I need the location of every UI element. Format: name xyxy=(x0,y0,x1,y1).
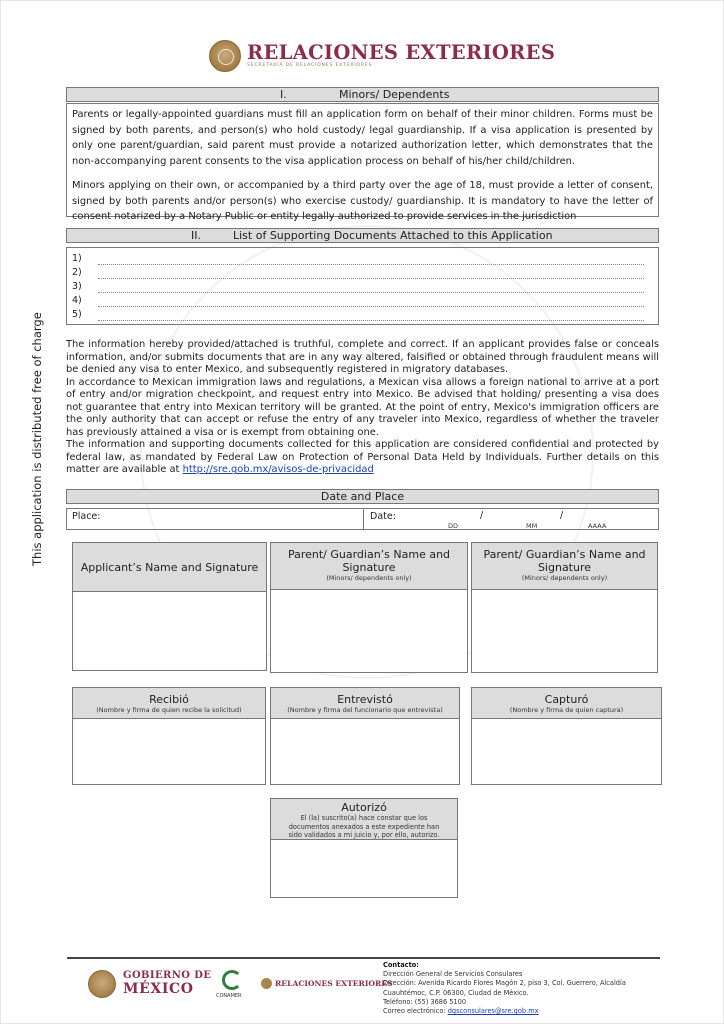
documents-list xyxy=(66,247,659,325)
applicant-signature-header xyxy=(72,542,267,592)
declaration-p3 xyxy=(66,439,659,477)
guardian1-signature-title: Parent/ Guardian’s Name and Signature xyxy=(287,548,451,574)
section1-box xyxy=(66,103,659,222)
gobierno-line2: MÉXICO xyxy=(123,981,194,997)
contact-email-link[interactable]: dgsconsulares@sre.gob.mx xyxy=(447,1007,539,1016)
declaration-text xyxy=(66,339,659,477)
contact-line2: Dirección: Avenida Ricardo Flores Magón 2, piso 3, Col. Guerrero, Alcaldía xyxy=(383,979,626,988)
place-input[interactable] xyxy=(117,510,361,528)
document-item[interactable] xyxy=(72,281,652,295)
guardian2-signature-sub: (Minors/ dependents only) xyxy=(521,574,608,582)
date-aaaa-label: AAAA xyxy=(588,522,607,530)
document-item-line xyxy=(98,306,644,307)
autorizo-header xyxy=(270,798,458,840)
date-label: Date: xyxy=(370,511,396,522)
capturo-field[interactable] xyxy=(471,719,662,785)
document-item-line xyxy=(98,292,644,293)
contact-head: Contacto: xyxy=(383,961,419,969)
autorizo-title: Autorizó xyxy=(341,801,387,814)
date-dd-label: DD xyxy=(448,522,459,530)
document-item-line xyxy=(98,264,644,265)
document-item[interactable] xyxy=(72,295,652,309)
autorizo-line2: documentos anexados a este expediente han xyxy=(288,822,440,831)
document-item-number: 1) xyxy=(72,253,82,264)
date-place-title: Date and Place xyxy=(320,490,405,503)
applicant-signature-title: Applicant’s Name and Signature xyxy=(80,561,259,574)
entrevisto-header xyxy=(270,687,460,719)
recibio-sub: (Nombre y firma de quien recibe la solicitud) xyxy=(96,706,242,714)
privacy-link[interactable]: http://sre.gob.mx/avisos-de-privacidad xyxy=(182,464,374,476)
contact-email-label: Correo electrónico: xyxy=(383,1007,446,1016)
document-item[interactable] xyxy=(72,309,652,323)
contact-line4: Teléfono: (55) 3686 5100 xyxy=(383,997,467,1006)
contact-block xyxy=(383,961,626,1016)
recibio-header xyxy=(72,687,266,719)
recibio-title: Recibió xyxy=(149,693,189,706)
declaration-p1: The information hereby provided/attached is truthful, complete and correct. If an applicant provides false or conceals information, and/or submits documents that are in any way altered, falsified or obtained through fraudulent means will be denied any visa to enter Mexico, and subsequently registered in migratory databases. xyxy=(66,339,659,376)
date-place-row xyxy=(66,508,659,530)
document-item-number: 3) xyxy=(72,281,82,292)
sre-seal-icon xyxy=(209,40,241,72)
conamer-logo-icon xyxy=(222,970,242,990)
document-item-number: 5) xyxy=(72,309,82,320)
section1-para1: Parents or legally-appointed guardians must fill an application form on behalf of their minor children. Forms must be signed by both parents, and person(s) who hold custody/ legal guardianship. If a visa application is presented by only one parent/guardian, said parent must provide a notarized authorization letter, which demonstrates that the non-accompanying parent consents to the visa application process on behalf of his/her child/children. xyxy=(72,109,653,167)
date-place-header xyxy=(66,489,659,504)
side-note: This application is distributed free of charge xyxy=(30,312,44,566)
date-input[interactable] xyxy=(407,510,647,522)
applicant-signature-field[interactable] xyxy=(72,592,267,671)
section1-number: I. xyxy=(280,88,287,101)
autorizo-line1: El (la) suscrito(a) hace constar que los xyxy=(300,814,428,822)
section2-header xyxy=(66,228,659,243)
capturo-title: Capturó xyxy=(544,693,589,706)
entrevisto-title: Entrevistó xyxy=(337,693,393,706)
capturo-header xyxy=(471,687,662,719)
date-divider xyxy=(363,509,364,529)
contact-line3: Cuauhtémoc, C.P. 06300, Ciudad de México. xyxy=(383,988,529,997)
footer-sre-label: RELACIONES EXTERIORES xyxy=(275,979,393,988)
autorizo-field[interactable] xyxy=(270,840,458,898)
sre-small-seal-icon xyxy=(261,978,272,989)
section1-header xyxy=(66,87,659,102)
section1-title: Minors/ Dependents xyxy=(339,88,450,101)
declaration-p3-text: The information and supporting documents collected for this application are considered confidential and protected by federal law, as mandated by Federal Law on Protection of Personal Data Held by Individuals. Further details on this matter are available at xyxy=(66,439,659,476)
date-slash-1: / xyxy=(480,510,484,521)
guardian1-signature-sub: (Minors/ dependents only) xyxy=(326,574,412,582)
declaration-p2: In accordance to Mexican immigration laws and regulations, a Mexican visa allows a foreign national to arrive at a port of entry and/or migration checkpoint, and request entry into Mexico. Be advised that holding/ presenting a visa does not guarantee that entry into Mexican territory will be granted. At the point of entry, Mexico's immigration officers are the only authority that can accept or refuse the entry of any traveler into Mexico, regardless of whether the traveler has previously attained a visa or is exempt from obtaining one. xyxy=(66,376,659,438)
date-mm-label: MM xyxy=(526,522,538,530)
capturo-sub: (Nombre y firma de quien captura) xyxy=(509,706,624,714)
contact-line5 xyxy=(383,1007,626,1016)
recibio-field[interactable] xyxy=(72,719,266,785)
guardian2-signature-title: Parent/ Guardian’s Name and Signature xyxy=(483,548,646,574)
place-label: Place: xyxy=(72,511,101,522)
guardian2-signature-field[interactable] xyxy=(471,590,658,673)
guardian1-signature-field[interactable] xyxy=(270,590,468,673)
section2-title: List of Supporting Documents Attached to this Application xyxy=(233,229,553,242)
header-title: RELACIONES EXTERIORES xyxy=(247,41,556,64)
section2-number: II. xyxy=(191,229,201,242)
document-item-line xyxy=(98,278,644,279)
guardian2-signature-header xyxy=(471,542,658,590)
gobierno-line1: GOBIERNO DE xyxy=(123,970,212,981)
header-subtitle: SECRETARÍA DE RELACIONES EXTERIORES xyxy=(247,63,373,68)
guardian1-signature-header xyxy=(270,542,468,590)
gobierno-seal-icon xyxy=(88,970,116,998)
document-item-line xyxy=(98,320,644,321)
document-item-number: 4) xyxy=(72,295,82,306)
autorizo-line3: sido validados a mi juicio y, por ello, autorizo. xyxy=(288,831,440,839)
section1-para2: Minors applying on their own, or accompanied by a third party over the age of 18, must provide a letter of consent, signed by both parents and/or person(s) who exercise custody/ guardianship. It is mandatory to have the letter of consent notarized by a Notary Public or entity legally authorized to provide services in the jurisdiction xyxy=(72,180,653,222)
conamer-label: CONAMER xyxy=(216,993,242,999)
contact-line1: Dirección General de Servicios Consulares xyxy=(383,970,523,979)
document-item[interactable] xyxy=(72,253,652,267)
footer-rule xyxy=(67,957,660,959)
date-slash-2: / xyxy=(560,510,564,521)
document-item[interactable] xyxy=(72,267,652,281)
entrevisto-field[interactable] xyxy=(270,719,460,785)
entrevisto-sub: (Nombre y firma del funcionario que entrevista) xyxy=(287,706,443,714)
document-item-number: 2) xyxy=(72,267,82,278)
